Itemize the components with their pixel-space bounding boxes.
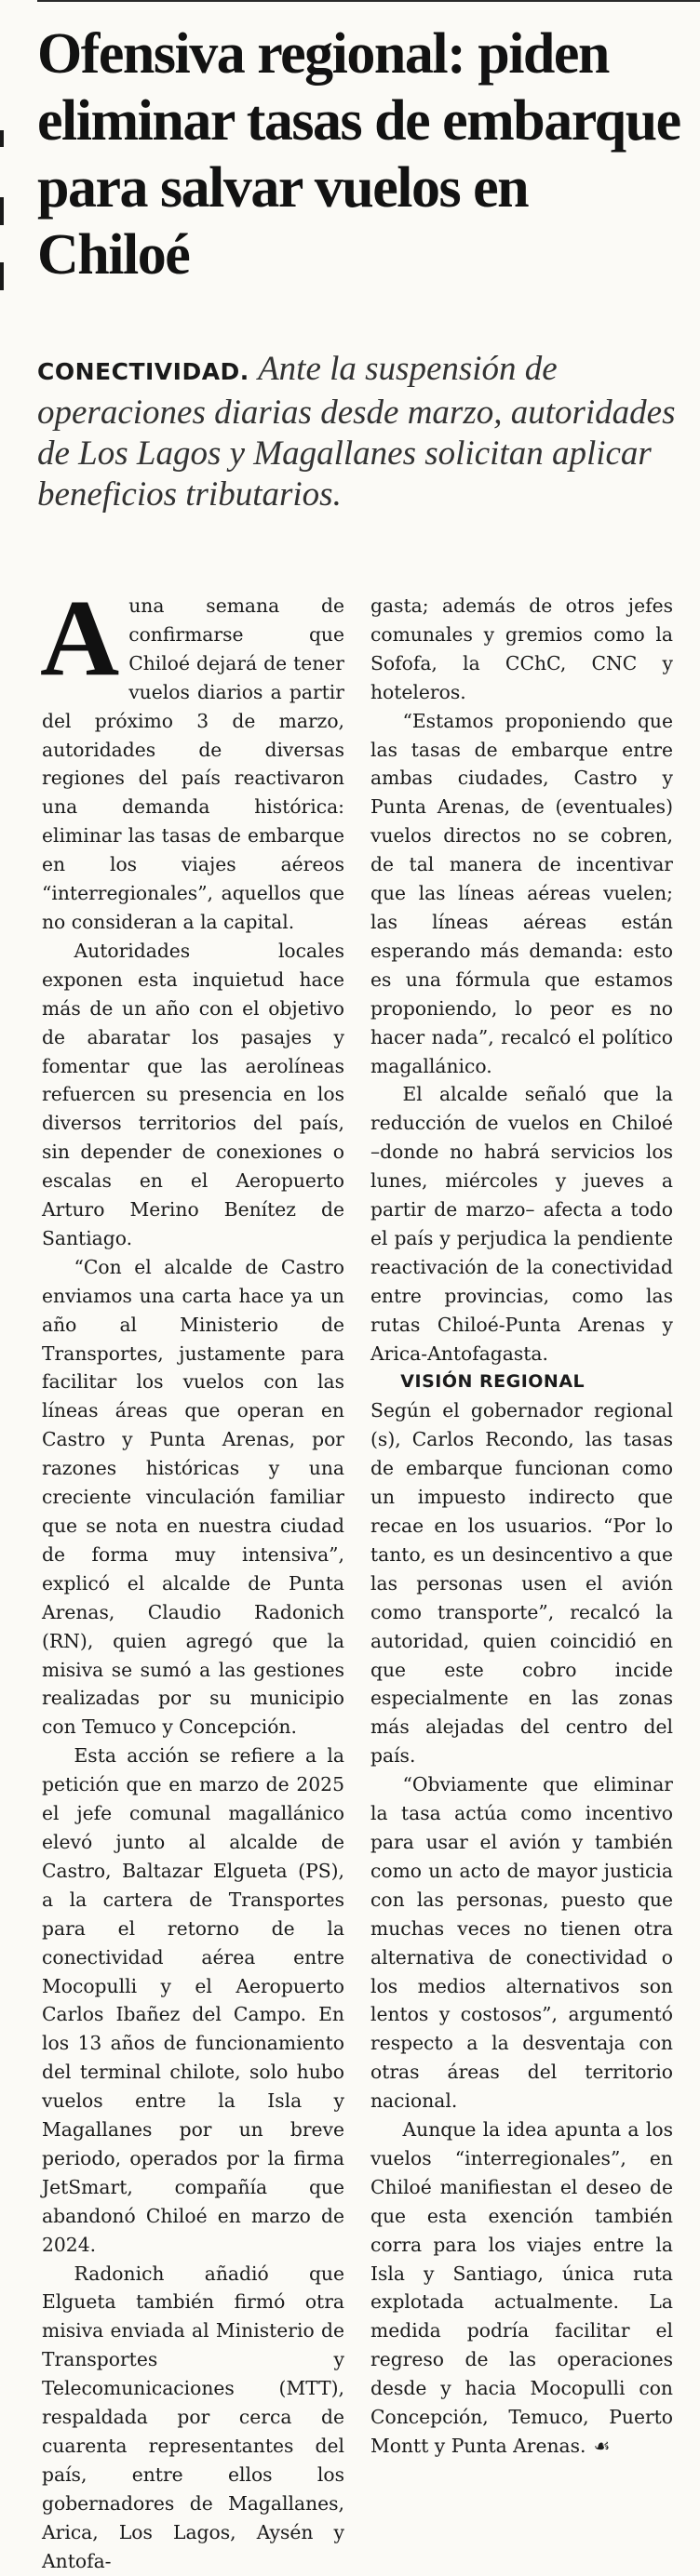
column-right [370, 592, 673, 2508]
left-margin-mark [0, 130, 4, 147]
paragraph: “Obviamente que eliminar la tasa actúa como incentivo para usar el avión y también como un acto de mayor justicia con las personas, puesto que muchas veces no tienen otra alternativa de conectividad o los medios alternativos son lentos y costosos”, argumentó respecto a la desventaja con otras áreas del territorio nacional. [370, 1773, 673, 2113]
paragraph: Auna semana de confirmarse que Chiloé dejará de tener vuelos diarios a partir del próximo 3 de marzo, autoridades de diversas regiones del país reactivaron una demanda histórica: eliminar las tasas de embarque en los viajes aéreos “interregionales”, aquellos que no consideran a la capital. [40, 577, 344, 933]
paragraph: Según el gobernador regional (s), Carlos Recondo, las tasas de embarque funcionan como un impuesto indirecto que recae en los usuarios. “Por lo tanto, es un desincentivo a que las personas usen el avión como transporte”, recalcó la autoridad, quien coincidió en que este cobro incide especialmente en las zonas más alejadas del centro del país. [370, 1399, 673, 1768]
paragraph: Aunque la idea apunta a los vuelos “interregionales”, en Chiloé manifiestan el deseo de que esta exención también corra para los viajes entre la Isla y Santiago, única ruta explotada actualmente. La medida podría facilitar el regreso de las operaciones desde y hacia Mocopulli con Concepción, Temuco, Puerto Montt y Punta Arenas. ☙ [370, 2118, 673, 2457]
paragraph: “Estamos proponiendo que las tasas de embarque entre ambas ciudades, Castro y Punta Arenas, de (eventuales) vuelos directos no se cobren, de tal manera de incentivar que las líneas aéreas vuelen; las líneas aéreas están esperando más demanda: esto es una fórmula que estamos proponiendo, lo peor es no hacer nada”, recalcó el político magallánico. [370, 709, 673, 1077]
paragraph: gasta; además de otros jefes comunales y gremios como la Sofofa, la CChC, CNC y hoteleros. [370, 594, 673, 703]
kicker: CONECTIVIDAD. [37, 358, 249, 385]
paragraph: El alcalde señaló que la reducción de vuelos en Chiloé –donde no habrá servicios los lunes, miércoles y jueves a partir de marzo– afecta a todo el país y perjudica la pendiente reactivación de la conectividad entre provincias, como las rutas Chiloé-Punta Arenas y Arica-Antofagasta. [370, 1083, 673, 1365]
end-of-article-icon: ☙ [593, 2435, 611, 2457]
paragraph: Autoridades locales exponen esta inquietud hace más de un año con el objetivo de abaratar los pasajes y fomentar que las aerolíneas refuercen su presencia en los diversos territorios del país, sin depender de conexiones o escalas en el Aeropuerto Arturo Merino Benítez de Santiago. [42, 939, 344, 1249]
lead: Ante la suspensión de operaciones diarias desde marzo, autoridades de Los Lagos y Magallanes solicitan aplicar beneficios tributarios. [37, 350, 676, 514]
paragraph: Radonich añadió que Elgueta también firmó otra misiva enviada al Ministerio de Transportes y Telecomunicaciones (MTT), respaldada por cerca de cuarenta representantes del país, entre ellos los gobernadores de Magallanes, Arica, Los Lagos, Aysén y Antofa- [42, 2262, 344, 2572]
headline: Ofensiva regional: piden eliminar tasas de embarque para salvar vuelos en Chiloé [37, 22, 680, 287]
top-rule [37, 0, 700, 7]
left-margin-mark [0, 262, 4, 290]
paragraph: “Con el alcalde de Castro enviamos una carta hace ya un año al Ministerio de Transportes, justamente para facilitar los vuelos con las líneas áreas que operan en Castro y Punta Arenas, por razones históricas y una creciente vinculación familiar que se nota en nuestra ciudad de forma muy intensiva”, explicó el alcalde de Punta Arenas, Claudio Radonich (RN), quien agregó que la misiva se sumó a las gestiones realizadas por su municipio con Temuco y Concepción. [42, 1255, 344, 1739]
drop-cap: A [40, 577, 120, 699]
column-left [40, 577, 344, 2572]
paragraph: Esta acción se refiere a la petición que en marzo de 2025 el jefe comunal magallánico elevó junto al alcalde de Castro, Baltazar Elgueta (PS), a la cartera de Transportes para el retorno de la conectividad aérea entre Mocopulli y el Aeropuerto Carlos Ibañez del Campo. En los 13 años de funcionamiento del terminal chilote, solo hubo vuelos entre la Isla y Magallanes por un breve periodo, operados por la firma JetSmart, compañía que abandonó Chiloé en marzo de 2024. [42, 1744, 344, 2256]
section-heading: VISIÓN REGIONAL [400, 1371, 586, 1393]
subhead [37, 349, 680, 515]
left-margin-mark [0, 197, 4, 225]
